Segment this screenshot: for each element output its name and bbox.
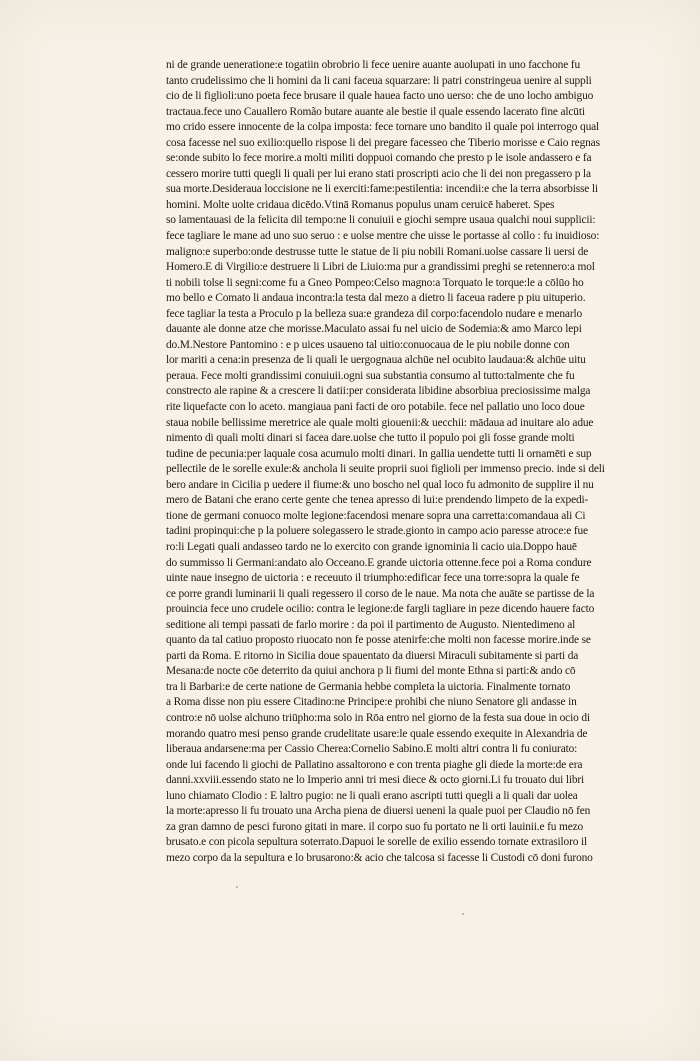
text-line: peraua. Fece molti grandissimi conuiuii.ogni sua substantia consumo al tutto:talmente che fu — [166, 369, 575, 382]
text-line: lor mariti a cena:in presenza de li quali le uergognaua alchūe nel ocubito laudaua:& alchūe uitu — [166, 354, 586, 367]
text-line: liberaua andarsene:ma per Cassio Cherea:Cornelio Sabino.E molti altri contra li fu coniurato: — [166, 743, 578, 756]
text-line: luno chiamato Clodio : E laltro pugio: ne li quali erano ascripti tutti quegli a li quali dar uolea — [166, 789, 578, 802]
text-line: rite liquefacte con lo aceto. mangiaua pani facti de oro potabile. fece nel pallatio uno loco doue — [166, 401, 585, 414]
text-line: Homero.E di Virgilio:e destruere li Libri de Liuio:ma pur a grandissimi preghi se retennero:a mol — [166, 261, 595, 274]
text-line: quanto da tal catiuo proposto riuocato non fe posse atenirfe:che molti non facesse morire.inde se — [166, 634, 591, 647]
text-line: bero andare in Cicilia p uedere il fiume:& uno boscho nel qual loco fu admonito de supplire il nu — [166, 478, 594, 491]
text-line: ro:li Legati quali andasseo tardo ne lo exercito con grande ignominia li cacio uia.Doppo hauē — [166, 540, 577, 553]
text-line: staua nobile bellissime meretrice ale quale molti giouenii:& uecchii: mādaua ad inuitare alo adue — [166, 416, 594, 429]
text-line: seditione ali tempi passati de farlo morire : da poi il partimento de Augusto. Nientedimeno al — [166, 618, 576, 631]
text-line: tra li Barbari:e de certe natione de Germania hebbe completa la uictoria. Finalmente tornato — [166, 680, 571, 693]
text-line: Mesana:de nocte cōe deterrito da quiui anchora p li fiumi del monte Ethna si parti:& ando cō — [166, 665, 576, 678]
text-line: sua morte.Desideraua loccisione ne li exerciti:fame:pestilentia: incendii:e che la terra absorbisse li — [166, 183, 598, 196]
text-line: ce porre grandi luminarii li quali regessero il corso de le naue. Ma nota che auāte se partisse de la — [166, 587, 595, 600]
text-line: prouincia fece uno crudele ocilio: contra le legione:de fargli tagliare in peze dicendo hauere facto — [166, 603, 595, 616]
text-line: mo bello e Comato li andaua incontra:la testa dal mezo a dietro li faceua radere p piu uituperio. — [166, 292, 586, 305]
text-line: mo crido essere innocente de la colpa imposta: fece tornare uno bandito il quale poi interrogo qual — [166, 121, 600, 134]
text-line: a Roma disse non piu essere Citadino:ne Principe:e prohibi che niuno Senatore gli andasse in — [166, 696, 577, 709]
text-line: uinte naue insegno de uictoria : e receuuto il triumpho:edificar fece una torre:sopra la quale fe — [166, 572, 580, 585]
text-line: mero de Batani che erano certe gente che tenea apresso di lui:e prendendo limpeto de la expedi- — [166, 494, 589, 507]
text-line: danni.xxviii.essendo stato ne lo Imperio anni tri mesi diece & octo giorni.Li fu trouato dui libri — [166, 774, 585, 787]
text-line: brusato.e con picola sepultura soterrato.Dapuoi le sorelle de exilio essendo tornate extrasiloro il — [166, 836, 588, 849]
text-line: tadini propinqui:che p la poluere solegassero le strade.gionto in campo acio paresse atroce:e fue — [166, 525, 588, 538]
text-line: fece tagliare le mane ad uno suo seruo : e uolse mentre che uisse le portasse al collo : fu inuidioso: — [166, 230, 600, 243]
text-line: tractaua.fece uno Cauallero Romão butare auante ale bestie il quale essendo lacerato fine alcūti — [166, 105, 585, 118]
text-line: pellectile de le sorelle exule:& anchola li seuite proprii suoi figlioli per immenso precio. inde si deli — [166, 463, 605, 476]
text-line: tanto crudelissimo che li homini da li cani faceua squarzare: li patri constringeua uenire al suppli — [166, 74, 592, 87]
text-line: mezo corpo da la sepultura e lo brusarono:& acio che talcosa si facesse li Custodi cō doni furono — [166, 851, 593, 864]
text-line: fece tagliar la testa a Proculo p la belleza sua:e grandeza dil corpo:facendolo nudare e menarlo — [166, 307, 583, 320]
text-line: constrecto ale rapine & a crescere li datii:per considerata libidine absorbiua preciosissime malga — [166, 385, 591, 398]
text-line: do summisso li Germani:andato alo Occeano.E grande uictoria ottenne.fece poi a Roma condure — [166, 556, 592, 569]
text-line: morando quatro mesi penso grande crudelitate usare:le quale essendo exequite in Alexandria de — [166, 727, 588, 740]
text-line: so lamentauasi de la felicita dil tempo:ne li conuiuii e giochi sempre usaua qualchi noui supplicii: — [166, 214, 596, 227]
text-line: cio de li figlioli:uno poeta fece brusare il quale hauea facto uno uerso: che de uno locho ambiguo — [166, 90, 594, 103]
text-line: cessero morire tutti quegli li quali per lui erano stati proscripti acio che li dei non pregassero p la — [166, 167, 591, 180]
text-line: onde lui facendo li giochi de Pallatino assaltorono e con trenta piaghe gli diede la morte:de era — [166, 758, 583, 771]
text-line: tudine de pecunia:per laquale cosa acumulo molti dinari. In gallia uendette tutti li ornamēti e sup — [166, 447, 592, 460]
text-line: za gran damno de pesci furono gitati in mare. il corpo suo fu portato ne li orti lauinii.e fu mezo — [166, 820, 584, 833]
text-line: contro:e nō uolse alchuno triūpho:ma solo in Rōa entro nel giorno de la festa sua doue in ocio di — [166, 711, 590, 724]
body-text — [166, 58, 632, 866]
text-line: la morte:apresso li fu trouato una Archa piena de diuersi ueneni la quale puoi per Claudio nō fen — [166, 805, 591, 818]
text-line: se:onde subito lo fece morire.a molti militi doppuoi comando che presto p le isole andassero e fa — [166, 152, 592, 165]
text-line: do.M.Nestore Pantomino : e p uices usaueno tal uitio:conuocaua de le piu nobile donne con — [166, 338, 570, 351]
text-line: homini. Molte uolte cridaua dicēdo.Vtinā Romanus populus unam ceruicē haberet. Spes — [166, 198, 555, 211]
text-line: ti nobili tolse li segni:come fu a Gneo Pompeo:Celso magno:a Torquato le torque:le a cōlūo ho — [166, 276, 584, 289]
text-line: parti da Roma. E ritorno in Sicilia doue spauentato da diuersi Miraculi subitamente si parti da — [166, 649, 579, 662]
text-line: ni de grande ueneratione:e togatiin obrobrio li fece uenire auante auolupati in uno facchone fu — [166, 59, 580, 71]
text-line: maligno:e superbo:onde destrusse tutte le statue de li piu nobili Romani.uolse cassare li uersi de — [166, 245, 589, 258]
text-line: cosa facesse nel suo exilio:quello rispose li dei pregare facesseo che Tiberio morisse e Caio regnas — [166, 136, 600, 149]
paper-speck — [462, 913, 464, 915]
text-line: nimento di quali molti dinari si facea dare.uolse che tutto il populo poi gli fosse grande molti — [166, 432, 575, 445]
paper-speck — [236, 886, 238, 888]
text-line: dauante ale donne atze che morisse.Maculato assai fu nel uicio de Sodemia:& amo Marco lepi — [166, 323, 582, 336]
text-line: tione de germani conuoco molte legione:facendosi menare sopra una carretta:comandaua ali Ci — [166, 509, 586, 522]
